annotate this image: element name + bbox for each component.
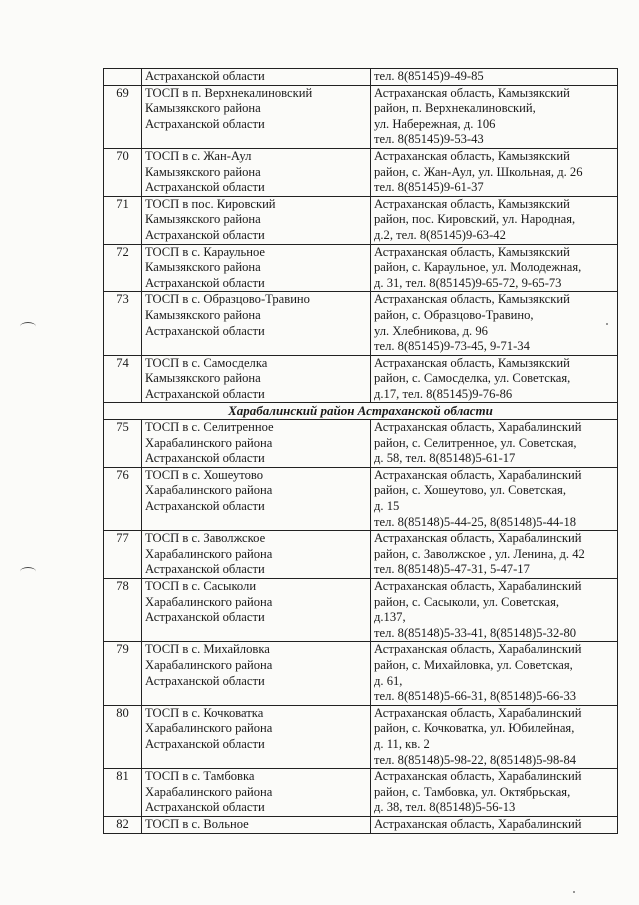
- address-line: тел. 8(85148)5-47-31, 5-47-17: [374, 562, 530, 577]
- office-name-line: Харабалинского района: [145, 657, 273, 672]
- office-name-line: Харабалинского района: [145, 546, 273, 561]
- address-line: Астраханская область, Харабалинский: [374, 467, 582, 482]
- table-row: [104, 467, 618, 530]
- table-row: [104, 642, 618, 705]
- office-name-line: Харабалинского района: [145, 721, 273, 736]
- address-line: район, пос. Кировский, ул. Народная,: [374, 212, 576, 227]
- office-name-line: Камызякского района: [145, 101, 261, 116]
- address-line: Астраханская область, Харабалинский: [374, 705, 582, 720]
- address-line: район, с. Самосделка, ул. Советская,: [374, 371, 571, 386]
- table-row: [104, 705, 618, 768]
- scan-speck: [573, 891, 575, 893]
- office-name-line: Харабалинского района: [145, 435, 273, 450]
- office-name-line: ТОСП в с. Кочковатка: [145, 705, 264, 720]
- row-number: 82: [104, 816, 142, 833]
- office-name-cell: [142, 467, 371, 530]
- office-name-line: Астраханской области: [145, 180, 265, 195]
- office-name-line: Астраханской области: [145, 323, 265, 338]
- address-cell: [371, 196, 618, 244]
- office-name-line: Астраханской области: [145, 386, 265, 401]
- office-name-line: ТОСП в с. Вольное: [145, 816, 249, 831]
- row-number: 77: [104, 531, 142, 579]
- address-line: Астраханская область, Харабалинский: [374, 579, 582, 593]
- office-name-line: ТОСП в с. Хошеутово: [145, 467, 264, 482]
- row-number: 76: [104, 467, 142, 530]
- office-name-cell: [142, 420, 371, 468]
- address-cell: [371, 244, 618, 292]
- address-line: район, с. Селитренное, ул. Советская,: [374, 435, 577, 450]
- address-line: ул. Хлебникова, д. 96: [374, 323, 488, 338]
- office-name-line: ТОСП в с. Сасыколи: [145, 579, 257, 593]
- office-name-line: Астраханской области: [145, 673, 265, 688]
- address-line: район, с. Сасыколи, ул. Советская,: [374, 594, 560, 609]
- address-line: д. 31, тел. 8(85145)9-65-72, 9-65-73: [374, 275, 562, 290]
- address-cell: [371, 292, 618, 355]
- address-line: тел. 8(85148)5-33-41, 8(85148)5-32-80: [374, 625, 577, 640]
- row-number: 75: [104, 420, 142, 468]
- office-name-cell: [142, 85, 371, 148]
- address-line: Астраханская область, Камызякский: [374, 355, 570, 370]
- table-row: [104, 816, 618, 833]
- address-line: район, с. Жан-Аул, ул. Школьная, д. 26: [374, 164, 583, 179]
- address-line: д.17, тел. 8(85145)9-76-86: [374, 386, 513, 401]
- address-line: Астраханская область, Харабалинский: [374, 642, 582, 657]
- office-name-cell: [142, 579, 371, 642]
- address-line: Астраханская область, Харабалинский: [374, 816, 582, 831]
- section-heading: Харабалинский район Астраханской области: [104, 403, 618, 420]
- address-cell: [371, 355, 618, 403]
- table-row: [104, 196, 618, 244]
- address-line: д. 11, кв. 2: [374, 736, 430, 751]
- row-number: 74: [104, 355, 142, 403]
- row-number: 72: [104, 244, 142, 292]
- address-line: Астраханская область, Камызякский: [374, 196, 570, 211]
- address-cell: [371, 85, 618, 148]
- address-line: Астраханская область, Харабалинский: [374, 531, 582, 546]
- office-name-line: Астраханской области: [145, 562, 265, 577]
- office-name-line: ТОСП в с. Тамбовка: [145, 769, 255, 784]
- office-name-line: Астраханской области: [145, 499, 265, 514]
- table-row: [104, 769, 618, 817]
- address-line: д. 61,: [374, 673, 403, 688]
- address-line: Астраханская область, Камызякский: [374, 85, 570, 100]
- table-row: [104, 148, 618, 196]
- row-number: 71: [104, 196, 142, 244]
- table-row: [104, 579, 618, 642]
- office-name-cell: [142, 531, 371, 579]
- office-name-line: Астраханской области: [145, 227, 265, 242]
- office-name-cell: [142, 148, 371, 196]
- address-cell: [371, 705, 618, 768]
- address-line: тел. 8(85145)9-53-43: [374, 132, 484, 147]
- address-line: д. 58, тел. 8(85148)5-61-17: [374, 451, 516, 466]
- address-line: тел. 8(85145)9-61-37: [374, 180, 484, 195]
- office-name-line: Астраханской области: [145, 610, 265, 625]
- address-line: ул. Набережная, д. 106: [374, 116, 496, 131]
- document-page: [103, 68, 617, 834]
- office-name-line: Астраханской области: [145, 736, 265, 751]
- office-name-line: Камызякского района: [145, 307, 261, 322]
- row-number: 79: [104, 642, 142, 705]
- office-name-cell: [142, 769, 371, 817]
- table-body-bottom: [104, 420, 618, 833]
- table-body-top: [104, 69, 618, 403]
- address-line: тел. 8(85148)5-98-22, 8(85148)5-98-84: [374, 752, 577, 767]
- address-line: Астраханская область, Камызякский: [374, 148, 570, 163]
- address-cell: [371, 420, 618, 468]
- table-row: [104, 420, 618, 468]
- address-line: Астраханская область, Камызякский: [374, 244, 570, 259]
- address-cell: [371, 531, 618, 579]
- address-line: район, с. Заволжское , ул. Ленина, д. 42: [374, 546, 585, 561]
- office-name-line: Камызякского района: [145, 371, 261, 386]
- address-line: Астраханская область, Харабалинский: [374, 769, 582, 784]
- office-name-line: Камызякского района: [145, 212, 261, 227]
- office-name-line: Харабалинского района: [145, 784, 273, 799]
- address-cell: [371, 816, 618, 833]
- table-row: [104, 244, 618, 292]
- address-cell: [371, 769, 618, 817]
- office-name-line: Харабалинского района: [145, 483, 273, 498]
- row-number: 80: [104, 705, 142, 768]
- office-name-line: Камызякского района: [145, 164, 261, 179]
- office-name-cell: [142, 196, 371, 244]
- tosp-table: [103, 68, 618, 834]
- office-name-line: ТОСП в пос. Кировский: [145, 196, 276, 211]
- office-name-line: Астраханской области: [145, 800, 265, 815]
- office-name-cell: [142, 69, 371, 86]
- row-number: 81: [104, 769, 142, 817]
- address-cell: [371, 467, 618, 530]
- office-name-line: ТОСП в с. Селитренное: [145, 420, 274, 435]
- office-name-cell: [142, 705, 371, 768]
- office-name-cell: [142, 642, 371, 705]
- address-line: тел. 8(85148)5-44-25, 8(85148)5-44-18: [374, 514, 577, 529]
- office-name-cell: [142, 355, 371, 403]
- office-name-line: Астраханской области: [145, 275, 265, 290]
- office-name-line: ТОСП в с. Образцово-Травино: [145, 292, 310, 307]
- address-line: д.137,: [374, 610, 406, 625]
- address-cell: [371, 579, 618, 642]
- office-name-cell: [142, 292, 371, 355]
- office-name-line: ТОСП в с. Жан-Аул: [145, 148, 252, 163]
- address-cell: [371, 642, 618, 705]
- address-line: д. 38, тел. 8(85148)5-56-13: [374, 800, 516, 815]
- binding-mark: [20, 322, 36, 331]
- table-row: [104, 292, 618, 355]
- row-number: 70: [104, 148, 142, 196]
- table-row: [104, 531, 618, 579]
- address-line: д. 15: [374, 499, 400, 514]
- office-name-line: Астраханской области: [145, 451, 265, 466]
- office-name-line: Камызякского района: [145, 260, 261, 275]
- address-line: тел. 8(85148)5-66-31, 8(85148)5-66-33: [374, 689, 577, 704]
- address-line: район, с. Караульное, ул. Молодежная,: [374, 260, 582, 275]
- office-name-line: ТОСП в с. Заволжское: [145, 531, 266, 546]
- row-number: [104, 69, 142, 86]
- address-line: д.2, тел. 8(85145)9-63-42: [374, 227, 506, 242]
- address-line: район, с. Кочковатка, ул. Юбилейная,: [374, 721, 575, 736]
- table-row: [104, 69, 618, 86]
- office-name-cell: [142, 816, 371, 833]
- address-line: тел. 8(85145)9-73-45, 9-71-34: [374, 339, 530, 354]
- address-line: район, с. Тамбовка, ул. Октябрьская,: [374, 784, 571, 799]
- binding-mark: [20, 567, 36, 576]
- address-line: Астраханская область, Камызякский: [374, 292, 570, 307]
- table-row: [104, 355, 618, 403]
- office-name-line: Астраханской области: [145, 116, 265, 131]
- office-name-line: Астраханской области: [145, 69, 265, 83]
- row-number: 73: [104, 292, 142, 355]
- table-row: [104, 85, 618, 148]
- address-line: Астраханская область, Харабалинский: [374, 420, 582, 435]
- row-number: 78: [104, 579, 142, 642]
- address-cell: [371, 69, 618, 86]
- office-name-cell: [142, 244, 371, 292]
- office-name-line: ТОСП в с. Самосделка: [145, 355, 268, 370]
- section-heading-row: [104, 403, 618, 420]
- address-line: район, с. Хошеутово, ул. Советская,: [374, 483, 566, 498]
- row-number: 69: [104, 85, 142, 148]
- address-line: район, п. Верхнекалиновский,: [374, 101, 536, 116]
- office-name-line: ТОСП в с. Михайловка: [145, 642, 270, 657]
- address-line: район, с. Образцово-Травино,: [374, 307, 534, 322]
- address-line: тел. 8(85145)9-49-85: [374, 69, 484, 83]
- office-name-line: Харабалинского района: [145, 594, 273, 609]
- office-name-line: ТОСП в п. Верхнекалиновский: [145, 85, 313, 100]
- address-line: район, с. Михайловка, ул. Советская,: [374, 657, 573, 672]
- office-name-line: ТОСП в с. Караульное: [145, 244, 266, 259]
- address-cell: [371, 148, 618, 196]
